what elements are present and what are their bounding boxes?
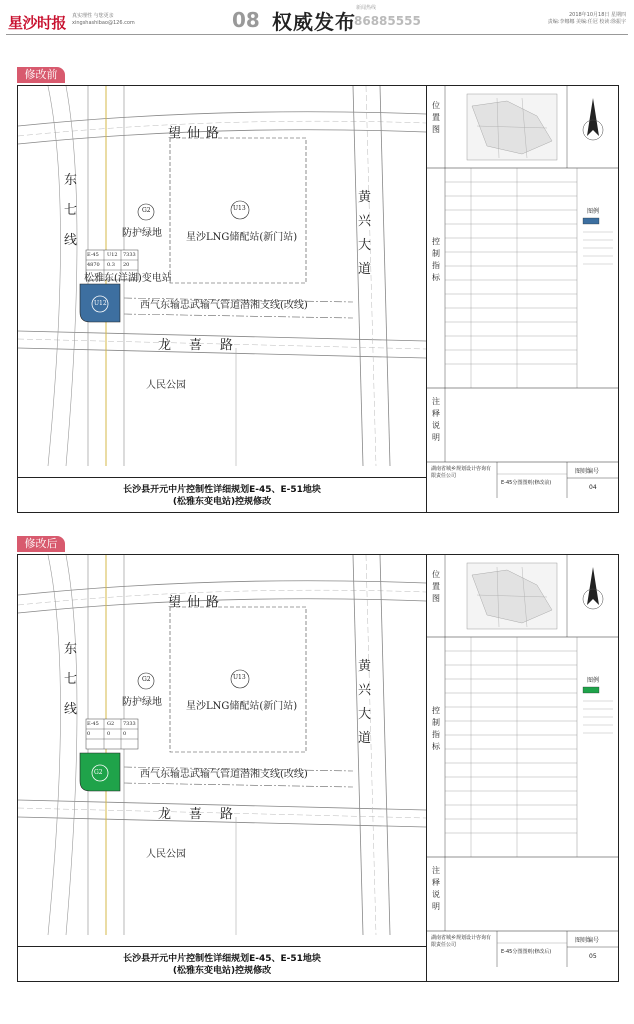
bound-text: 东七线 <box>64 173 78 248</box>
u13-code <box>233 205 246 212</box>
sidebar-notes-label <box>429 396 443 444</box>
bound-text: 修改前 <box>24 68 58 81</box>
bound-text: 图例 <box>587 208 600 215</box>
hotline-number: 86885555 <box>354 14 421 28</box>
bound-text: 龙喜路 <box>158 807 252 822</box>
section-title: 权威发布 <box>272 10 356 34</box>
road-label-east <box>358 186 372 282</box>
drawing-no-label <box>575 466 599 475</box>
bound-text: 松雅东(洋湖)变电站 <box>84 273 172 284</box>
sidebar-control-label <box>429 705 443 753</box>
bound-text: 位置图 <box>432 101 440 134</box>
bound-text: 0 <box>123 731 127 737</box>
bound-text: 西气东输忠武输气管道潜湘支线(改线) <box>140 300 308 311</box>
bound-text: 0.3 <box>107 262 115 268</box>
bound-text: G2 <box>94 769 103 776</box>
changed-parcel-code <box>94 300 107 307</box>
bound-text: 湖南省城乡规划设计咨询有限责任公司 <box>431 935 492 948</box>
drawing-no <box>589 953 597 960</box>
changed-parcel-name <box>84 269 172 284</box>
logo-subtitle <box>72 13 135 27</box>
sidebar-notes-label <box>429 865 443 913</box>
drawing-title <box>18 477 426 512</box>
bound-text: 图则编号 <box>575 468 600 475</box>
drawing-title-line2 <box>18 496 426 508</box>
bound-text: (松雅东变电站)控规修改 <box>172 497 272 507</box>
header-divider <box>6 34 628 35</box>
parcel-table-height <box>123 731 126 737</box>
bound-text: 湖南省城乡规划设计咨询有限责任公司 <box>431 466 492 479</box>
drawing-name <box>501 949 565 956</box>
road-label-north <box>168 122 225 141</box>
bound-text: 黄兴大道 <box>358 190 372 277</box>
hotline-label: 新闻热线 <box>356 5 377 11</box>
legend-title <box>587 206 599 215</box>
drawing-name <box>501 480 565 487</box>
parcel-table-use <box>107 252 118 258</box>
bound-text: 0 <box>87 731 91 737</box>
parcel-table-height <box>123 262 129 268</box>
bound-text: 0 <box>107 731 111 737</box>
parcel-table-far <box>107 731 110 737</box>
bound-text: G2 <box>107 721 115 727</box>
site-map <box>18 555 426 967</box>
bound-text: 20 <box>123 262 130 268</box>
g2-code <box>142 676 151 683</box>
drawing-no <box>589 484 597 491</box>
bound-text: 04 <box>589 484 597 491</box>
parcel-table-build-area <box>87 731 90 737</box>
g2-code <box>142 207 151 214</box>
sidebar-control-label <box>429 236 443 284</box>
parcel-table-use <box>107 721 114 727</box>
bound-text: 修改后 <box>24 537 58 550</box>
site-map <box>18 86 426 498</box>
g2-name <box>122 224 162 239</box>
sidebar-location-label <box>429 100 443 136</box>
bound-text: U12 <box>94 300 107 307</box>
legend-title <box>587 675 599 684</box>
road-label-east <box>358 655 372 751</box>
bound-text: U12 <box>107 252 118 258</box>
panel-tab <box>17 536 65 552</box>
bound-text: E-45分图图则(修改后) <box>501 949 552 955</box>
bound-text: U13 <box>233 205 246 212</box>
bound-text: 东七线 <box>64 642 78 717</box>
bound-text: 望仙路 <box>168 126 226 141</box>
bound-text: G2 <box>142 207 151 214</box>
sidebar-location-label <box>429 569 443 605</box>
bound-text: 西气东输忠武输气管道潜湘支线(改线) <box>140 769 308 780</box>
bound-text: 人民公园 <box>146 849 186 860</box>
road-label-west <box>64 635 78 725</box>
drawing-sidebar <box>426 86 618 513</box>
parcel-table-code <box>87 252 99 258</box>
u13-code <box>233 674 246 681</box>
drawing-title-line1 <box>18 953 426 965</box>
bound-text: 长沙县开元中片控制性详细规划E-45、E-51地块 <box>123 485 321 495</box>
u13-name <box>186 228 297 243</box>
page-header <box>0 0 634 44</box>
bound-text: 注释说明 <box>432 866 440 911</box>
issue-date <box>548 12 626 26</box>
bound-text: 黄兴大道 <box>358 659 372 746</box>
bound-text: (松雅东变电站)控规修改 <box>172 966 272 976</box>
bound-text: 05 <box>589 953 597 960</box>
planning-map-panel <box>17 85 619 513</box>
editor-credits: 责编:李娜娜 美编:任冠 校读:徐振宇 <box>547 19 626 25</box>
bound-text: E-45分图图则(修改前) <box>501 480 552 486</box>
bound-text: 7333 <box>123 721 136 727</box>
bound-text: 星沙LNG储配站(新门站) <box>186 232 298 243</box>
bound-text: 控制指标 <box>432 237 440 282</box>
changed-parcel-code <box>94 769 103 776</box>
park-label <box>146 845 186 860</box>
sidebar-grid <box>427 555 619 967</box>
u13-name <box>186 697 297 712</box>
road-label-south <box>158 334 251 353</box>
bound-text: E-45 <box>87 252 99 258</box>
bound-text: 长沙县开元中片控制性详细规划E-45、E-51地块 <box>123 954 321 964</box>
bound-text: 4870 <box>87 262 100 268</box>
bound-text: 控制指标 <box>432 706 440 751</box>
road-label-south <box>158 803 251 822</box>
road-label-west <box>64 166 78 256</box>
bound-text: 望仙路 <box>168 595 226 610</box>
page-number: 08 <box>232 8 260 32</box>
park-label <box>146 376 186 391</box>
sidebar-grid <box>427 86 619 498</box>
bound-text: 防护绿地 <box>122 228 162 239</box>
parcel-table-area <box>123 721 136 727</box>
pipeline-label <box>140 296 308 311</box>
road-label-north <box>168 591 225 610</box>
parcel-table-far <box>107 262 115 268</box>
newspaper-logo: 星沙时报 <box>8 14 67 32</box>
g2-name <box>122 693 162 708</box>
logo-email: xingshashibao@126.com <box>72 20 135 26</box>
drawing-title-line1 <box>18 484 426 496</box>
bound-text: 人民公园 <box>146 380 186 391</box>
logo-slogan: 真实理性 与您更亲 <box>72 13 114 19</box>
bound-text: 7333 <box>123 252 136 258</box>
bound-text: E-45 <box>87 721 99 727</box>
bound-text: 注释说明 <box>432 397 440 442</box>
bound-text: U13 <box>233 674 246 681</box>
drawing-title-line2 <box>18 965 426 977</box>
drawing-no-label <box>575 935 599 944</box>
bound-text: 星沙LNG储配站(新门站) <box>186 701 298 712</box>
date-text: 2018年10月18日 星期四 <box>568 12 626 18</box>
pipeline-label <box>140 765 308 780</box>
bound-text: 防护绿地 <box>122 697 162 708</box>
parcel-table-build-area <box>87 262 100 268</box>
bound-text: 图例 <box>587 677 600 684</box>
bound-text: 龙喜路 <box>158 338 252 353</box>
bound-text: 图则编号 <box>575 937 600 944</box>
design-org <box>431 466 495 480</box>
bound-text: 位置图 <box>432 570 440 603</box>
bound-text: G2 <box>142 676 151 683</box>
design-org <box>431 935 495 949</box>
panel-tab <box>17 67 65 83</box>
drawing-title <box>18 946 426 981</box>
planning-map-panel <box>17 554 619 982</box>
parcel-table-area <box>123 252 136 258</box>
drawing-sidebar <box>426 555 618 982</box>
parcel-table-code <box>87 721 99 727</box>
